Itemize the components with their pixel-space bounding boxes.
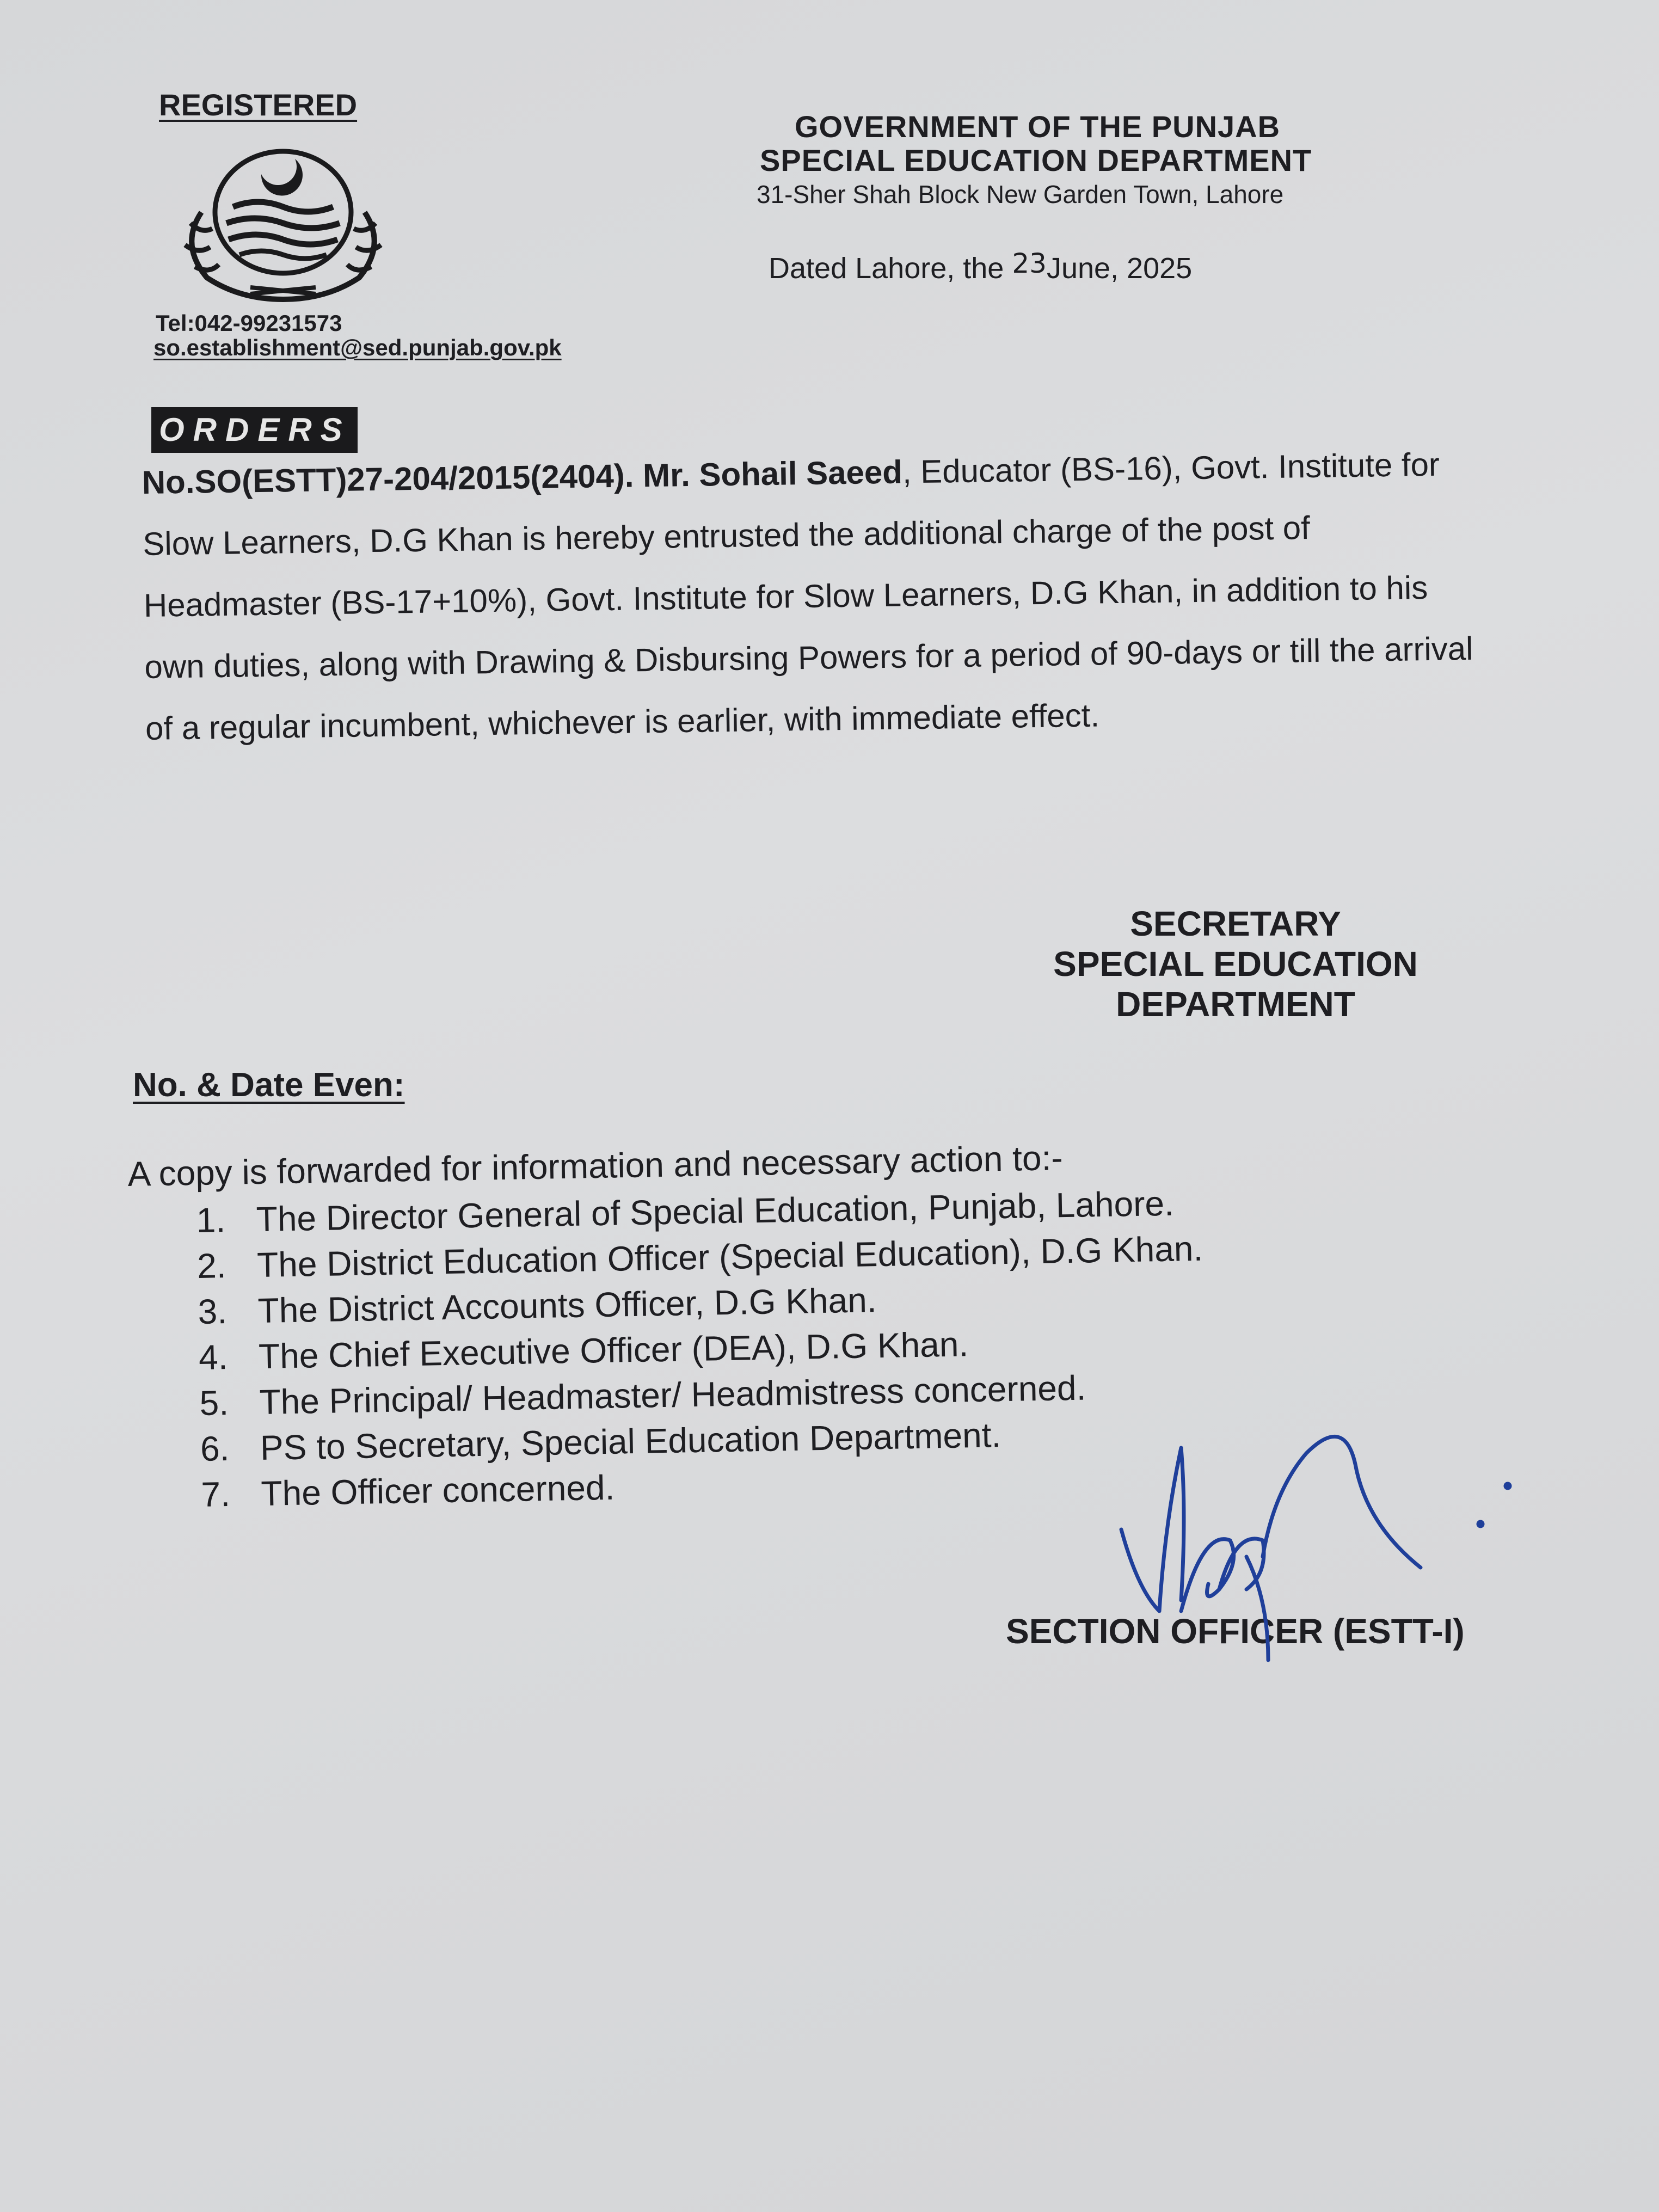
- dated-day-handwritten: 23: [1012, 248, 1047, 279]
- order-body-text: , Educator (BS-16), Govt. Institute for Slow Learners, D.G Khan is hereby entrusted the additional charge of the post of Headmaster (BS-17+10%), Govt. Institute for Slow Learners, D.G Khan, in addition to his own duties, along with Drawing & Disbursing Powers for a period of 90-days or till the arrival of a regular incumbent, whichever is earlier, with immediate effect.: [142, 446, 1473, 747]
- list-item-text: The Chief Executive Officer (DEA), D.G Khan.: [258, 1324, 969, 1377]
- list-item-number: 5.: [199, 1383, 229, 1423]
- signatory-line-1: SECRETARY: [1130, 904, 1341, 943]
- registered-label: REGISTERED: [159, 88, 358, 122]
- dated-line: [769, 248, 1193, 285]
- list-item-text: The District Accounts Officer, D.G Khan.: [257, 1280, 877, 1331]
- order-reference: No.SO(ESTT)27-204/2015(2404).: [142, 457, 634, 501]
- punjab-emblem-icon: [169, 131, 397, 305]
- department-title: SPECIAL EDUCATION DEPARTMENT: [760, 143, 1312, 177]
- signatory-line-3: DEPARTMENT: [1116, 985, 1355, 1024]
- no-and-date-even-heading: No. & Date Even:: [133, 1066, 405, 1104]
- list-item-number: 7.: [200, 1474, 231, 1514]
- list-item-number: 3.: [198, 1292, 228, 1331]
- dated-suffix: June, 2025: [1046, 252, 1193, 285]
- government-title: GOVERNMENT OF THE PUNJAB: [795, 109, 1281, 144]
- list-item-number: 1.: [196, 1200, 226, 1240]
- list-item-text: The Officer concerned.: [260, 1467, 615, 1513]
- list-item-text: The District Education Officer (Special Education), D.G Khan.: [256, 1228, 1203, 1285]
- handwritten-signature: [1099, 1393, 1546, 1666]
- telephone-number: Tel:042-99231573: [156, 310, 342, 336]
- list-item-number: 4.: [198, 1337, 229, 1377]
- dated-prefix: Dated Lahore, the: [769, 252, 1012, 285]
- copy-forwarded-intro: A copy is forwarded for information and necessary action to:-: [127, 1138, 1064, 1194]
- list-item-text: PS to Secretary, Special Education Department.: [260, 1415, 1001, 1468]
- email-address[interactable]: so.establishment@sed.punjab.gov.pk: [153, 335, 562, 360]
- signatory-line-2: SPECIAL EDUCATION: [1053, 944, 1418, 984]
- distribution-list: [196, 1180, 1207, 1517]
- list-item-text: The Director General of Special Education, Punjab, Lahore.: [256, 1183, 1175, 1239]
- list-item-number: 2.: [196, 1246, 227, 1286]
- section-officer-title: SECTION OFFICER (ESTT-I): [1006, 1612, 1465, 1651]
- order-paragraph: [142, 433, 1485, 759]
- orders-heading: ORDERS: [151, 407, 358, 453]
- signatory-block: [991, 904, 1480, 1024]
- list-item-number: 6.: [200, 1429, 230, 1468]
- list-item-text: The Principal/ Headmaster/ Headmistress concerned.: [259, 1368, 1086, 1422]
- department-address: 31-Sher Shah Block New Garden Town, Lahore: [757, 180, 1284, 208]
- order-person-name: Mr. Sohail Saeed: [642, 453, 903, 494]
